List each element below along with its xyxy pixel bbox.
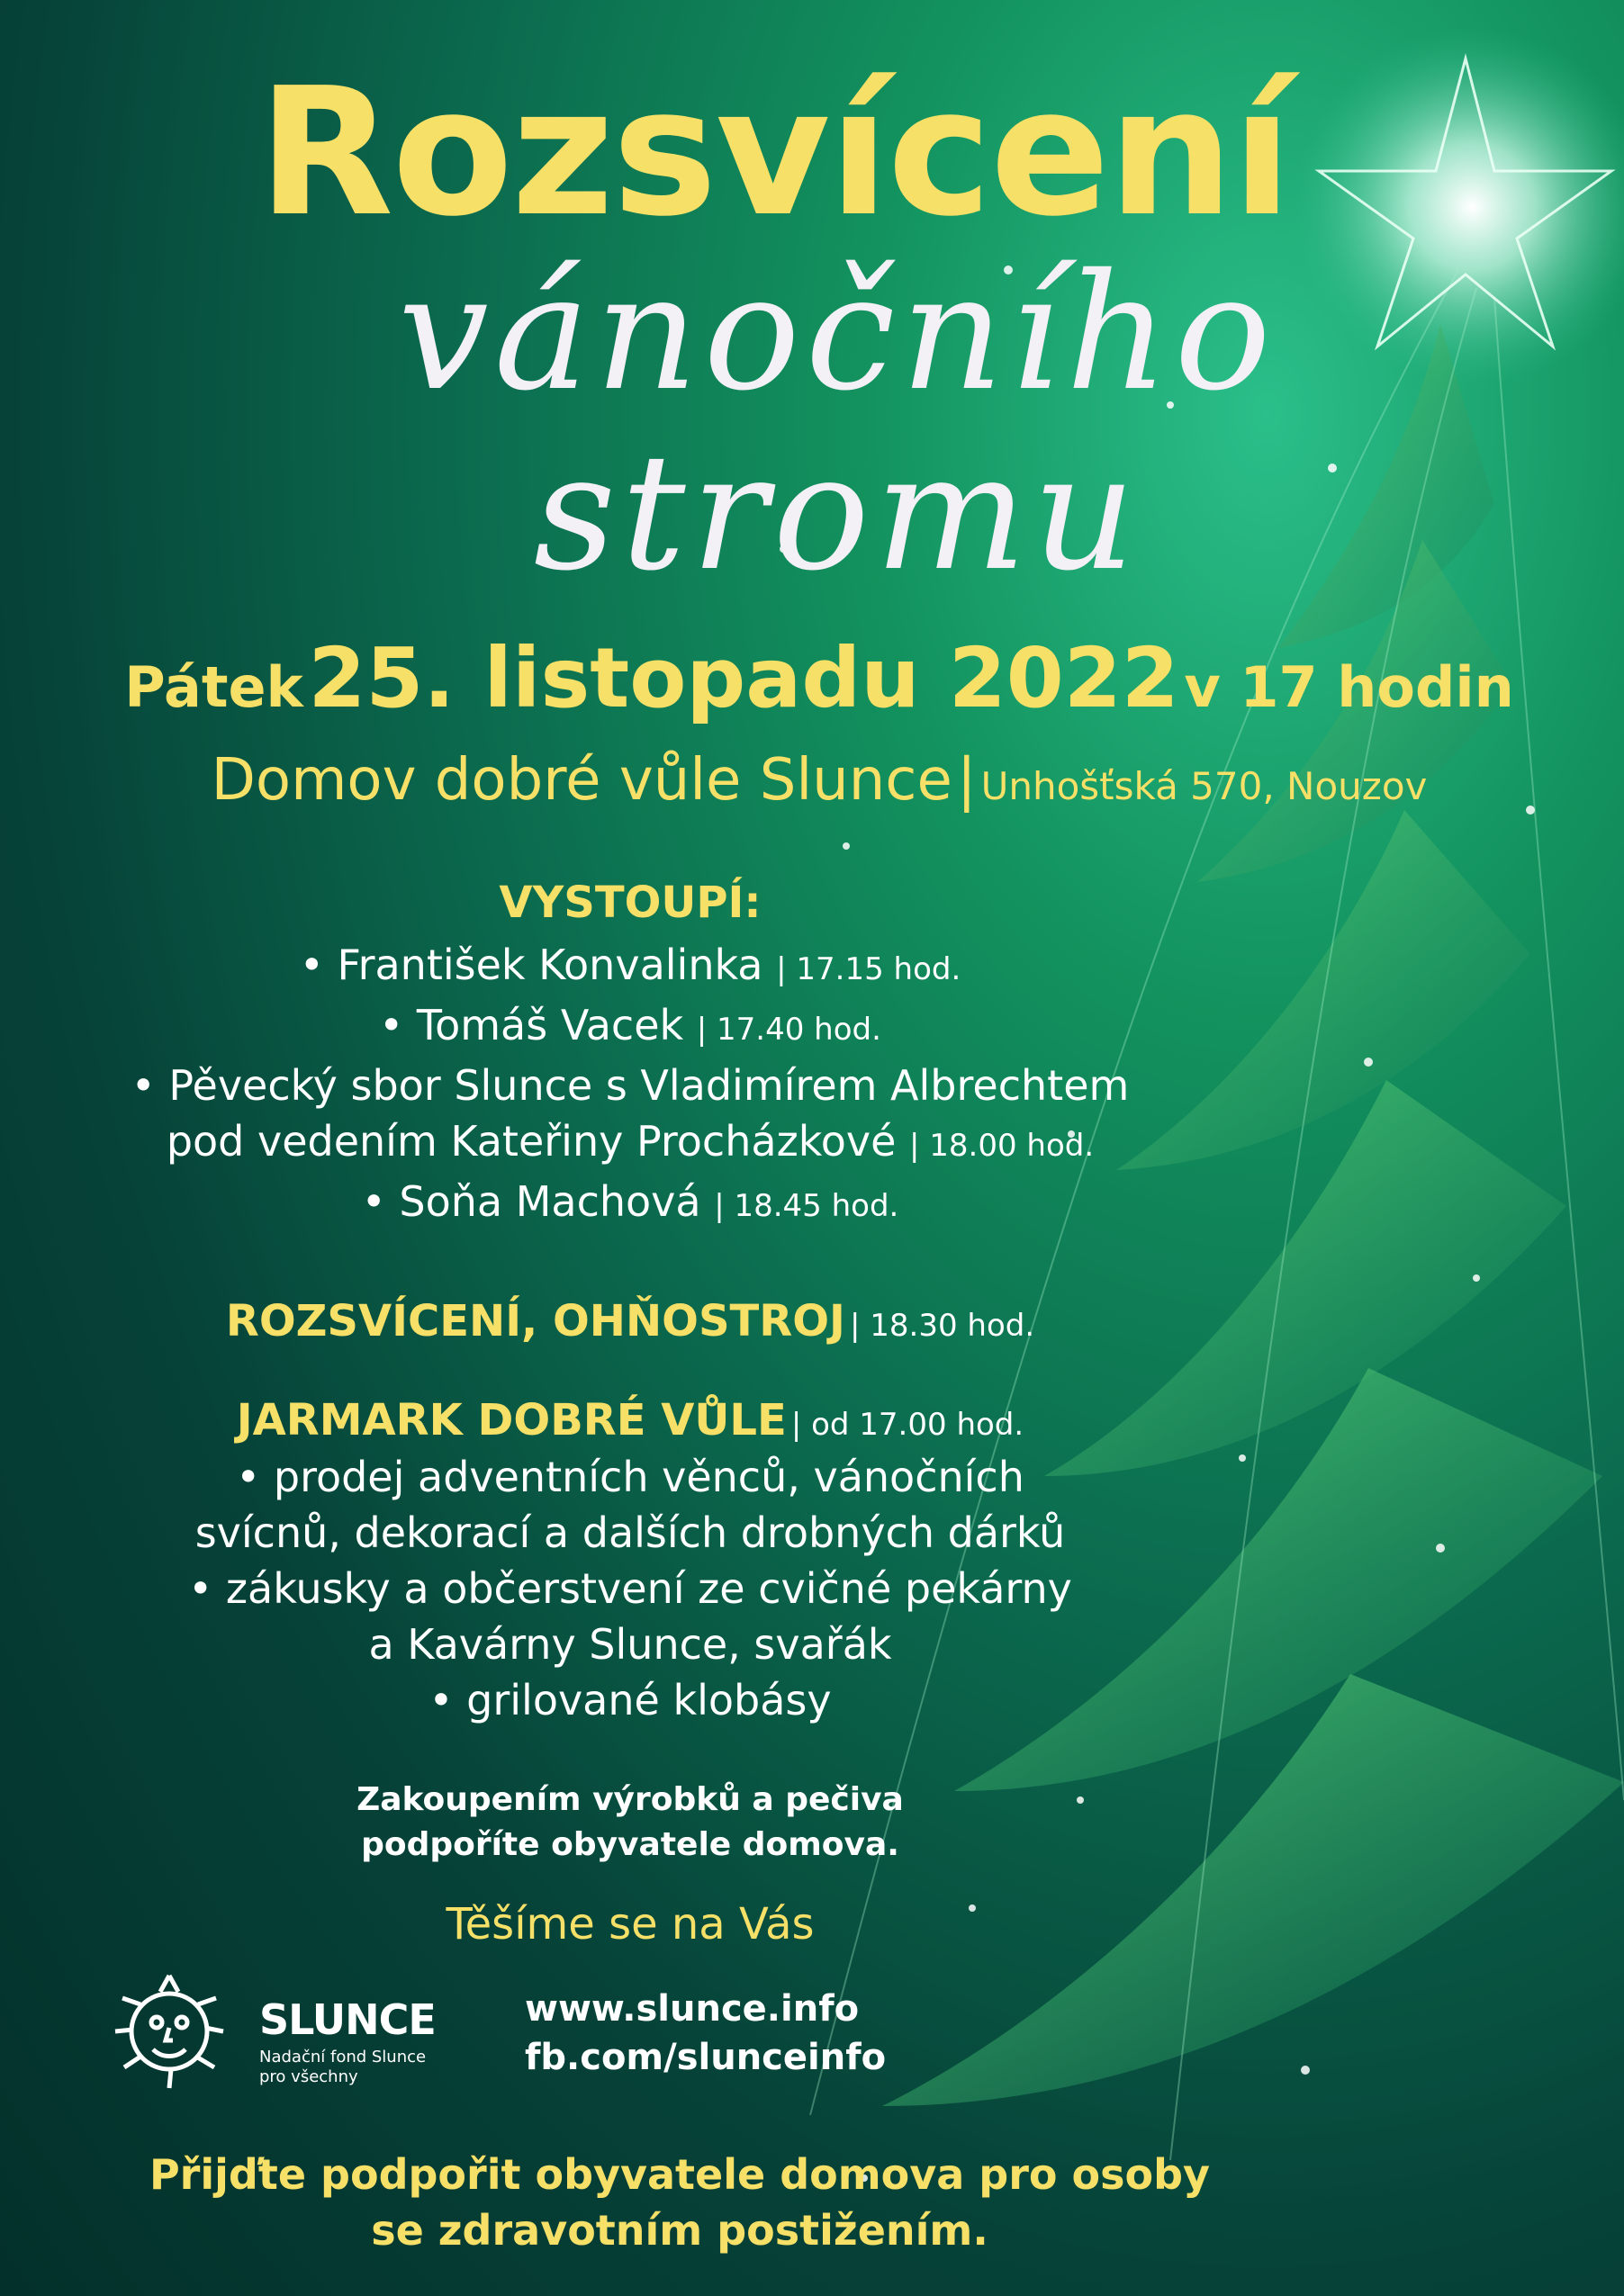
performer-name: • Tomáš Vacek xyxy=(379,1001,684,1049)
market-header xyxy=(0,1395,1260,1445)
poster-subtitle: vánočního stromu xyxy=(398,239,1277,606)
fireworks-section xyxy=(0,1296,1260,1346)
note-line: podpoříte obyvatele domova. xyxy=(361,1826,899,1863)
performer-name: • Pěvecký sbor Slunce s Vladimírem Albrechtem xyxy=(131,1061,1130,1110)
performer-item xyxy=(0,997,1260,1058)
note-line: Zakoupením výrobků a pečiva xyxy=(356,1781,904,1818)
performer-name: pod vedením Kateřiny Procházkové xyxy=(166,1117,897,1166)
performer-item xyxy=(0,1058,1260,1113)
website-link[interactable]: www.slunce.info xyxy=(525,1988,860,2030)
performer-time: | 18.00 hod. xyxy=(909,1128,1095,1164)
performer-item xyxy=(0,937,1260,997)
footer-line: Přijďte podpořit obyvatele domova pro osoby xyxy=(149,2150,1211,2199)
performer-time: | 17.15 hod. xyxy=(776,951,961,987)
market-line: svícnů, dekorací a dalších drobných dárků xyxy=(194,1508,1066,1557)
logo-subtitle xyxy=(259,2048,439,2087)
purchase-note xyxy=(0,1778,1260,1868)
poster-title: Rozsvícení xyxy=(257,50,1291,256)
performer-name: • František Konvalinka xyxy=(299,941,763,989)
venue-name: Domov dobré vůle Slunce xyxy=(211,747,952,814)
footer-line: se zdravotním postižením. xyxy=(371,2206,988,2255)
fireworks-time: | 18.30 hod. xyxy=(849,1308,1035,1344)
footer xyxy=(90,2147,1269,2258)
venue-address: Unhošťská 570, Nouzov xyxy=(980,764,1428,808)
performer-name: • Soňa Machová xyxy=(361,1177,701,1226)
facebook-link[interactable]: fb.com/slunceinfo xyxy=(525,2037,887,2078)
logo-subtitle-line: Nadační fond Slunce xyxy=(259,2048,427,2066)
slunce-logo xyxy=(97,1958,457,2102)
market-label: JARMARK DOBRÉ VŮLE xyxy=(236,1395,787,1445)
logo-subtitle-line: pro všechny xyxy=(259,2067,358,2086)
performer-time: | 17.40 hod. xyxy=(696,1012,881,1048)
performers-section xyxy=(0,878,1260,1234)
event-venue xyxy=(72,747,1566,814)
event-time: v 17 hodin xyxy=(1184,654,1514,720)
event-date-value: 25. listopadu 2022 xyxy=(308,630,1179,726)
logo-name: SLUNCE xyxy=(259,1995,436,2044)
performer-time: | 18.45 hod. xyxy=(714,1188,899,1224)
performer-item xyxy=(0,1174,1260,1234)
contact-links xyxy=(525,1985,975,2082)
sun-logo-icon xyxy=(97,1958,241,2102)
market-section xyxy=(0,1395,1260,1728)
event-day: Pátek xyxy=(124,654,303,720)
event-date xyxy=(72,630,1566,726)
greeting xyxy=(0,1899,1260,1949)
venue-separator: | xyxy=(956,747,977,814)
market-line: • grilované klobásy xyxy=(429,1676,832,1724)
market-line: • prodej adventních věnců, vánočních xyxy=(236,1453,1024,1501)
greeting-text: Těšíme se na Vás xyxy=(446,1899,815,1949)
performers-heading: VYSTOUPÍ: xyxy=(499,878,762,928)
market-time: | od 17.00 hod. xyxy=(790,1407,1024,1443)
market-line: a Kavárny Slunce, svařák xyxy=(368,1620,892,1669)
performer-item xyxy=(0,1113,1260,1174)
market-line: • zákusky a občerstvení ze cvičné pekárny xyxy=(188,1564,1072,1613)
fireworks-label: ROZSVÍCENÍ, OHŇOSTROJ xyxy=(225,1296,845,1346)
